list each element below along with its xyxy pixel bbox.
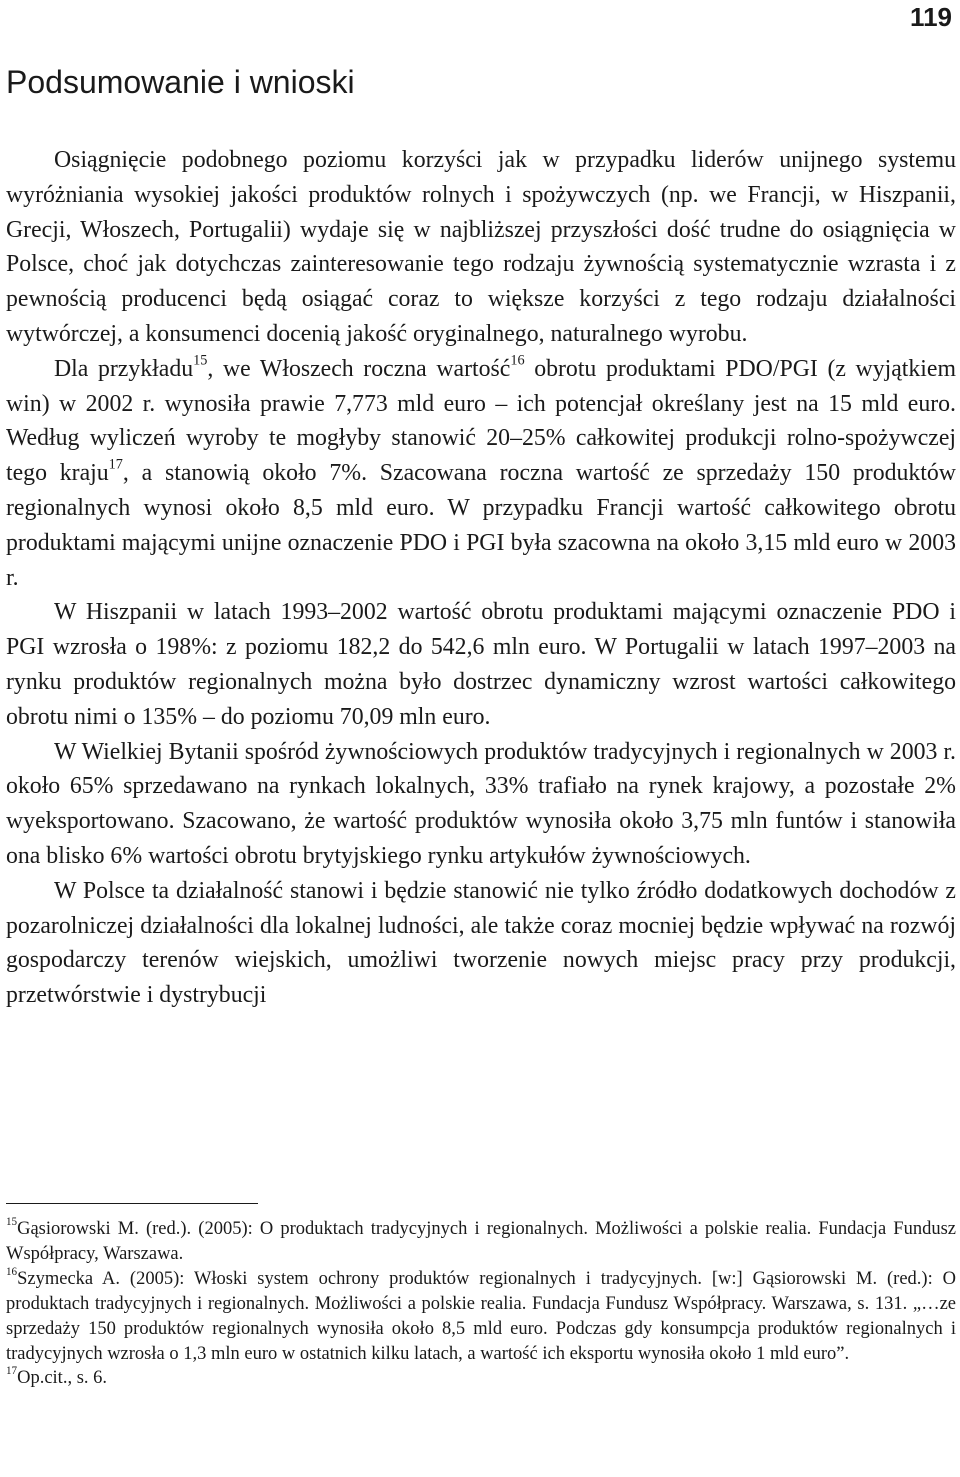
footnote-marker: 17 [6,1365,18,1378]
paragraph [6,352,956,596]
paragraph-text: , we Włoszech roczna wartość [207,355,511,382]
footnote-reference: 15 [193,352,208,369]
footnote-marker: 15 [6,1216,18,1229]
section-heading: Podsumowanie i wnioski [6,64,355,100]
paragraph [6,595,956,734]
footnote-reference: 16 [510,352,525,369]
paragraph-text: W Wielkiej Bytanii spośród żywnościowych produktów tradycyjnych i regionalnych w 2003 r. około 65% sprzedawano na rynkach lokalnych, 33% trafiało na rynek krajowy, a pozostałe 2% wyeksportowano. Szacowano, że wartość produktów wynosiła około 3,75 mln funtów i stanowiła ona blisko 6% wartości obrotu brytyjskiego rynku artykułów żywnościowych. [6,738,956,869]
paragraph [6,735,956,874]
footnote [6,1217,956,1267]
paragraph-text: W Polsce ta działalność stanowi i będzie stanowić nie tylko źródło dodatkowych dochodów z pozarolniczej działalności dla lokalnej ludności, ale także coraz mocniej będzie wpływać na rozwój gospodarczy terenów wiejskich, umożliwi tworzenie nowych miejsc pracy przy produkcji, przetwórstwie i dystrybucji [6,877,956,1009]
footnote-text: Gąsiorowski M. (red.). (2005): O produktach tradycyjnych i regionalnych. Możliwości a polskie realia. Fundacja Fundusz Współpracy, Warszawa. [6,1219,956,1264]
paragraph-text: W Hiszpanii w latach 1993–2002 wartość obrotu produktami mającymi oznaczenie PDO i PGI wzrosła o 198%: z poziomu 182,2 do 542,6 mln euro. W Portugalii w latach 1997–2003 na rynku produktów regionalnych można było dostrzec dynamiczny wzrost wartości całkowitego obrotu nimi o 135% – do poziomu 70,09 mln euro. [6,599,956,730]
footnote [6,1267,956,1367]
paragraph [6,143,956,352]
footnote-text: Szymecka A. (2005): Włoski system ochrony produktów regionalnych i tradycyjnych. [w:] Gąsiorowski M. (red.): O produktach tradycyjnych i regionalnych. Możliwości a polskie realia. Fundacja Fundusz Współpracy. Warszawa, s. 131. „…ze sprzedaży 150 produktów regionalnych wynosiła około 8,5 mld euro. Podczas gdy konsumpcja produktów regionalnych i tradycyjnych wzrosła o 1,3 mln euro w ostatnich kilku latach, a wartość ich eksportu wynosiła około 1 mld euro”. [6,1268,956,1364]
paragraph [6,874,956,1013]
footnotes [6,1217,956,1391]
paragraph-text: , a stanowią około 7%. Szacowana roczna wartość ze sprzedaży 150 produktów regionalnych wynosi około 8,5 mld euro. W przypadku Francji wartość całkowitego obrotu produktami mającymi unijne oznaczenie PDO i PGI była szacowna na około 3,15 mld euro w 2003 r. [6,460,956,591]
body-text [6,143,956,1013]
footnote-text: Op.cit., s. 6. [17,1368,108,1389]
footnote-reference: 17 [108,456,123,473]
paragraph-text: Osiągnięcie podobnego poziomu korzyści jak w przypadku liderów unijnego systemu wyróżniania wysokiej jakości produktów rolnych i spożywczych (np. we Francji, w Hiszpanii, Grecji, Włoszech, Portugalii) wydaje się w najbliższej przyszłości dość trudne do osiągnięcia w Polsce, choć jak dotychczas zainteresowanie tego rodzaju żywnością systematycznie wzrasta i z pewnością producenci będą osiągać coraz to większe korzyści z tego rodzaju działalności wytwórczej, a konsumenci docenią jakość oryginalnego, naturalnego wyrobu. [6,147,956,347]
footnote-marker: 16 [6,1265,18,1278]
paragraph-text: Dla przykładu [54,355,194,382]
footnote [6,1366,956,1391]
paragraph-text: obrotu produktami PDO/PGI (z wyjątkiem win) w 2002 r. wynosiła prawie 7,773 mld euro – ich potencjał określany jest na 15 mld euro. Według wyliczeń wyroby te mogłyby stanowić 20–25% całkowitej produkcji rolno-spożywczej tego kraju [6,355,956,487]
page-number: 119 [910,2,952,32]
footnote-separator [6,1203,258,1204]
